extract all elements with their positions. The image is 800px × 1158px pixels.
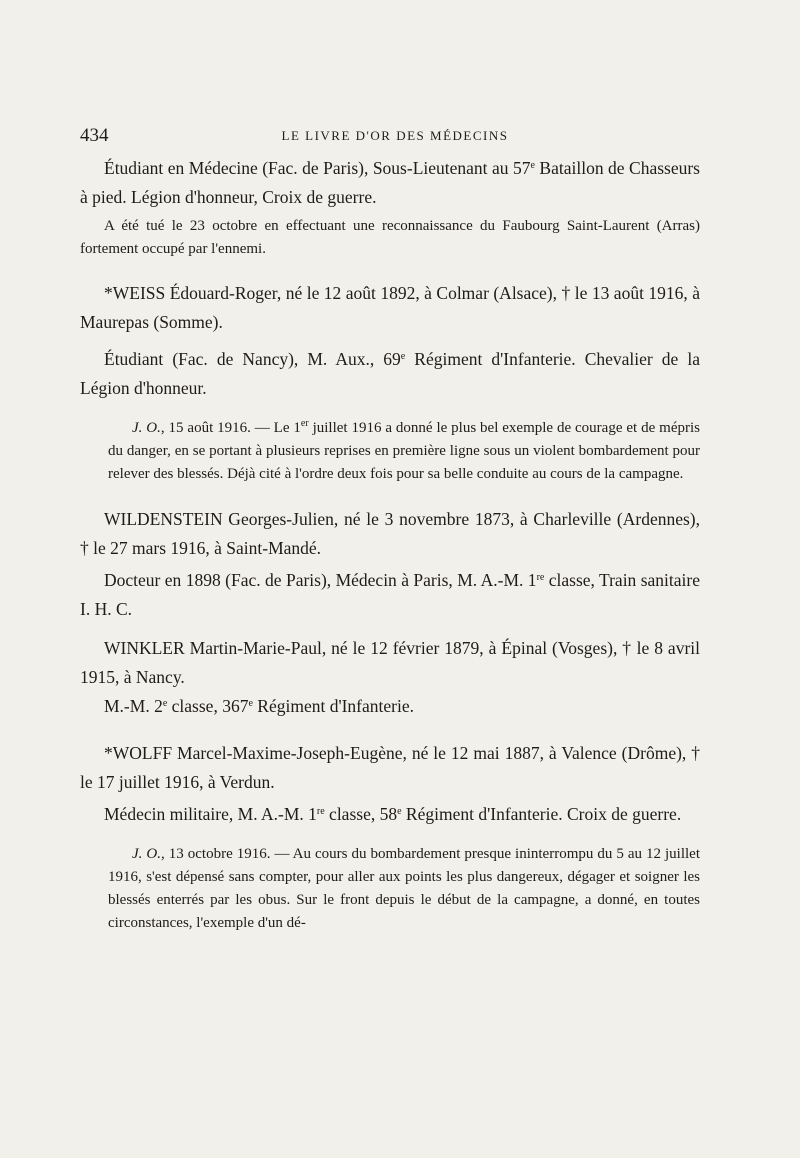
page-number: 434 xyxy=(80,125,109,146)
entry-detail: M.-M. 2e classe, 367e Régiment d'Infanterie. xyxy=(104,696,414,716)
entry-detail: Étudiant en Médecine (Fac. de Paris), Sous-Lieutenant au 57e Bataillon de Chasseurs à pied. Légion d'honneur, Croix de guerre. xyxy=(80,158,700,207)
entry-weiss xyxy=(80,279,700,486)
entry-wolff xyxy=(80,739,700,935)
entry-citation: J. O., 13 octobre 1916. — Au cours du bombardement presque ininterrompu du 5 au 12 juillet 1916, s'est dépensé sans compter, pour aller aux points les plus dangereux, dégager et soigner les blessés enterrés par les obus. Sur le front depuis le début de la campagne, a donné, en toutes circonstances, l'exemple d'un dé- xyxy=(108,846,701,931)
entry-heading: *WEISS Édouard-Roger, né le 12 août 1892, à Colmar (Alsace), † le 13 août 1916, à Maurepas (Somme). xyxy=(80,283,700,332)
entry-heading: WINKLER Martin-Marie-Paul, né le 12 février 1879, à Épinal (Vosges), † le 8 avril 1915, à Nancy. xyxy=(80,638,700,687)
entry-heading: WILDENSTEIN Georges-Julien, né le 3 novembre 1873, à Charleville (Ardennes), † le 27 mars 1916, à Saint-Mandé. xyxy=(80,509,700,558)
running-title: LE LIVRE D'OR DES MÉDECINS xyxy=(281,128,509,143)
page-header xyxy=(80,125,710,149)
entry-citation: J. O., 15 août 1916. — Le 1er juillet 1916 a donné le plus bel exemple de courage et de mépris du danger, en se portant à plusieurs reprises en première ligne sous un violent bombardement pour relever des blessés. Déjà cité à l'ordre deux fois pour sa belle conduite au cours de la campagne. xyxy=(108,418,700,482)
entry-heading: *WOLFF Marcel-Maxime-Joseph-Eugène, né le 12 mai 1887, à Valence (Drôme), † le 17 juillet 1916, à Verdun. xyxy=(80,743,700,792)
entry-detail: Médecin militaire, M. A.-M. 1re classe, 58e Régiment d'Infanterie. Croix de guerre. xyxy=(104,804,682,824)
entry-detail: Étudiant (Fac. de Nancy), M. Aux., 69e Régiment d'Infanterie. Chevalier de la Légion d'honneur. xyxy=(80,349,700,398)
entry-note: A été tué le 23 octobre en effectuant une reconnaissance du Faubourg Saint-Laurent (Arras) fortement occupé par l'ennemi. xyxy=(80,218,700,257)
entry-continuation xyxy=(80,154,700,261)
entry-detail: Docteur en 1898 (Fac. de Paris), Médecin à Paris, M. A.-M. 1re classe, Train sanitaire I. H. C. xyxy=(80,570,701,619)
entry-winkler xyxy=(80,634,700,721)
entry-wildenstein xyxy=(80,505,700,624)
